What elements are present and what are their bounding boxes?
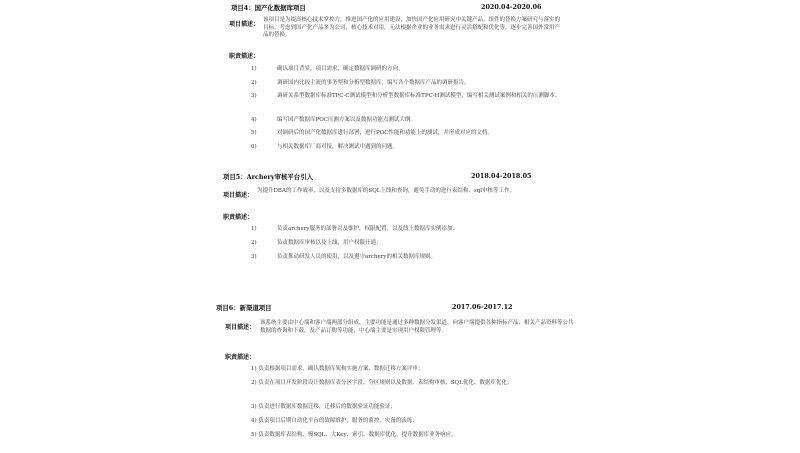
list-item: 2) 负责数据库审核以及上线，用户权限开通； <box>251 240 382 246</box>
project6-date: 2017.06-2017.12 <box>452 303 513 311</box>
project5-desc: 为提升DBA的工作效率，以及支持多数据库的SQL上线和查询，避免手动的进行表结构、sql审核等工作。 <box>257 188 515 194</box>
project6-desc-label: 项目描述： <box>225 324 256 331</box>
project5-duty-label: 职责描述： <box>223 214 254 221</box>
list-item: 3) 负责进行数据库数据迁移，迁移后的数据验证功能验证； <box>251 404 396 410</box>
project4-date: 2020.04-2020.06 <box>481 3 542 11</box>
list-item: 2) 调研国内比较主流的事务型和分析型数据库，编写各个数据库产品的调研报告。 <box>251 80 470 86</box>
list-item: 1) 负责根据项目需求，确认数据库架构实施方案，数据迁移方案评审； <box>251 366 424 372</box>
list-item: 4) 负责项目后期自动化平台的故障维护，服务的监控、灾备的演练； <box>251 418 418 424</box>
project5-title: 项目5：Archery审核平台引入 <box>223 173 313 181</box>
list-item: 1) 确认项目背景、项目需求，确定数据库调研的方向。 <box>251 66 404 72</box>
project5-desc-label: 项目描述： <box>223 192 254 199</box>
project4-title: 项目4：国产化数据库项目 <box>231 4 306 12</box>
project6-duty-label: 职责描述： <box>225 354 256 361</box>
list-item: 6) 与相关数据库厂商对接，解决测试中遇到的问题。 <box>251 144 399 150</box>
list-item: 1) 负责archery服务的部署以及维护，权限配置，以及线上数据库实例添加； <box>251 226 459 232</box>
project4-desc: 该项目是为提高核心技术掌控力，推进国产化的应用建设，加快国产化应用研究中关键产品、组件的替换方案研究与落实的目标。考虑到国产化产品多为公司，核心技术对用，无法根据企业的业务需求进行灵活搭配和优化等，逐步完善国外常用产品的替换。 <box>263 17 561 39</box>
project4-duty-label: 职责描述： <box>229 53 260 60</box>
list-item: 3) 调研关系型数据库标准TPC-C测试模型和分析型数据库标准TPC-H测试模型，编写相关测试案例和相关的压测脚本。 <box>251 93 561 99</box>
project6-desc: 该系统主要由中心端和客户端两部分组成，主要功能是通过多种数据分发渠道，向客户端提供各种指标产品、相关产品资料等公共数据的查询和下载，及产品订购等功能，中心端主要是实现用户权限管理等。 <box>260 320 574 334</box>
list-item: 4) 编写国产数据库POC压测方案以及数据功能点测试大纲。 <box>251 117 416 123</box>
list-item: 5) 负责数据库表结构、慢SQL、大Key、索引、数据库优化，提升数据库业务响应。 <box>251 432 457 438</box>
project4-desc-label: 项目描述： <box>229 21 260 28</box>
list-item: 5) 对调研后的国产化数据库进行部署，进行POC性能和功能上的测试，并形成对应的文档。 <box>251 130 493 136</box>
project5-date: 2018.04-2018.05 <box>471 172 532 180</box>
list-item: 2) 负责在项目开发阶段设计数据库表分区字段、分区规则以及数据、表结构审核、SQL优化、数据库优化； <box>251 380 513 386</box>
list-item: 3) 负责推动研发人员的使用，以及遵守archery的相关数据库规则。 <box>251 254 437 260</box>
project6-title: 项目6：新渠道项目 <box>216 304 272 312</box>
